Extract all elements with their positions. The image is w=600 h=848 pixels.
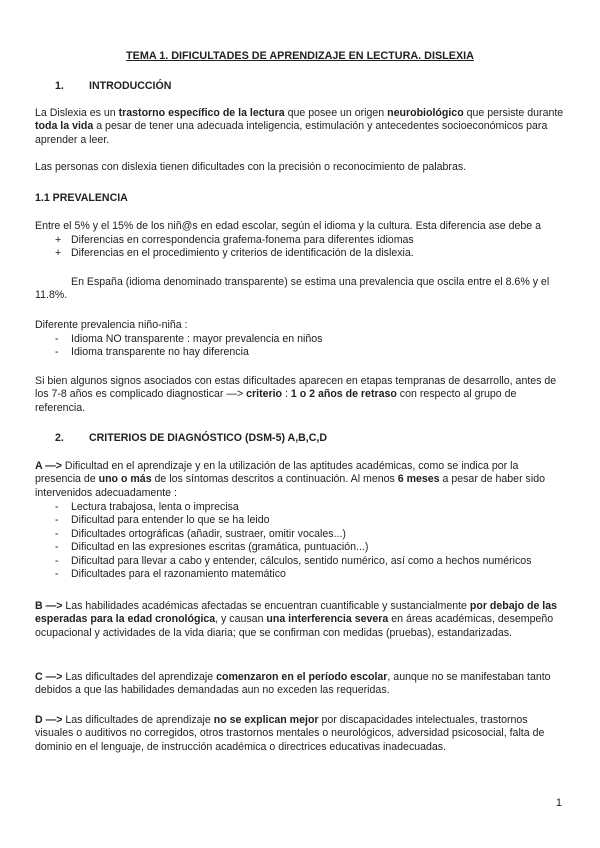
prevalence-paragraph-2: En España (idioma denominado transparente) se estima una prevalencia que oscila entre el 8.6% y el 11.8%. xyxy=(35,276,550,302)
list-item: - Idioma NO transparente : mayor prevalencia en niños xyxy=(55,333,323,345)
gender-prevalence-list xyxy=(35,333,567,360)
prevalence-paragraph-4: Si bien algunos signos asociados con estas dificultades aparecen en etapas tempranas de desarrollo, antes de los 7-8 años es complicado diagnosticar —> criterio : 1 o 2 años de retraso con respecto al grupo de referencia. xyxy=(35,375,557,414)
criterion-b: B —> Las habilidades académicas afectadas se encuentran cuantificable y sustancialmente por debajo de las esperadas para la edad cronológica, y causan una interferencia severa en áreas académicas, desempeño ocupacional y actividades de la vida diaria; que se confirman con medidas (pruebas), estandarizadas. xyxy=(35,600,558,639)
section-1-title: INTRODUCCIÓN xyxy=(89,80,172,92)
list-item: - Dificultades para el razonamiento matemático xyxy=(55,568,286,581)
section-1-number: 1. xyxy=(55,80,64,92)
page-number: 1 xyxy=(555,797,562,809)
prevalence-list xyxy=(35,234,567,261)
list-item: - Dificultades ortográficas (añadir, sustraer, omitir vocales...) xyxy=(55,527,346,540)
section-1-heading xyxy=(35,80,567,93)
prevalence-paragraph-3: Diferente prevalencia niño-niña : xyxy=(35,319,188,331)
section-2-number: 2. xyxy=(55,432,64,444)
criterion-a-symptoms-list xyxy=(35,501,567,581)
section-2-heading xyxy=(35,432,567,445)
list-item: - Dificultad para entender lo que se ha leido xyxy=(55,514,270,527)
list-item: - Dificultad para llevar a cabo y entender, cálculos, sentido numérico, así como a hechos numéricos xyxy=(55,554,532,567)
criterion-d: D —> Las dificultades de aprendizaje no se explican mejor por discapacidades intelectuales, trastornos visuales o auditivos no corregidos, otros trastornos mentales o neurológicos, adversidad psicosocial, falta de dominio en el lenguaje, de instrucción académica o directrices educativas inadecuadas. xyxy=(35,714,545,753)
prevalence-paragraph-1: Entre el 5% y el 15% de los niñ@s en edad escolar, según el idioma y la cultura. Esta diferencia ase debe a xyxy=(35,220,542,232)
list-item: - Dificultad en las expresiones escritas (gramática, puntuación...) xyxy=(55,541,369,554)
list-item: + Diferencias en el procedimiento y criterios de identificación de la dislexia. xyxy=(55,247,414,260)
criterion-a: A —> Dificultad en el aprendizaje y en la utilización de las aptitudes académicas, como se indica por la presencia de uno o más de los síntomas descritos a continuación. Al menos 6 meses a pesar de haber sido intervenidos adecuadamente : xyxy=(35,460,545,499)
intro-paragraph-1: La Dislexia es un trastorno específico de la lectura que posee un origen neurobiológico que persiste durante toda la vida a pesar de tener una adecuada inteligencia, estimulación y antecedentes socioeconómicos para aprender a leer. xyxy=(35,107,564,146)
section-1-1-heading: 1.1 PREVALENCIA xyxy=(35,192,128,204)
list-item: - Lectura trabajosa, lenta o imprecisa xyxy=(55,501,239,513)
criterion-c: C —> Las dificultades del aprendizaje comenzaron en el período escolar, aunque no se manifestaban tanto debidos a que las habilidades demandadas aun no exceden las requeridas. xyxy=(35,671,551,697)
document-title: TEMA 1. DIFICULTADES DE APRENDIZAJE EN LECTURA. DISLEXIA xyxy=(126,50,474,62)
section-2-title: CRITERIOS DE DIAGNÓSTICO (DSM-5) A,B,C,D xyxy=(89,432,327,444)
list-item: + Diferencias en correspondencia grafema-fonema para diferentes idiomas xyxy=(55,234,414,246)
list-item: - Idioma transparente no hay diferencia xyxy=(55,346,249,359)
intro-paragraph-2: Las personas con dislexia tienen dificultades con la precisión o reconocimiento de palabras. xyxy=(35,161,467,173)
